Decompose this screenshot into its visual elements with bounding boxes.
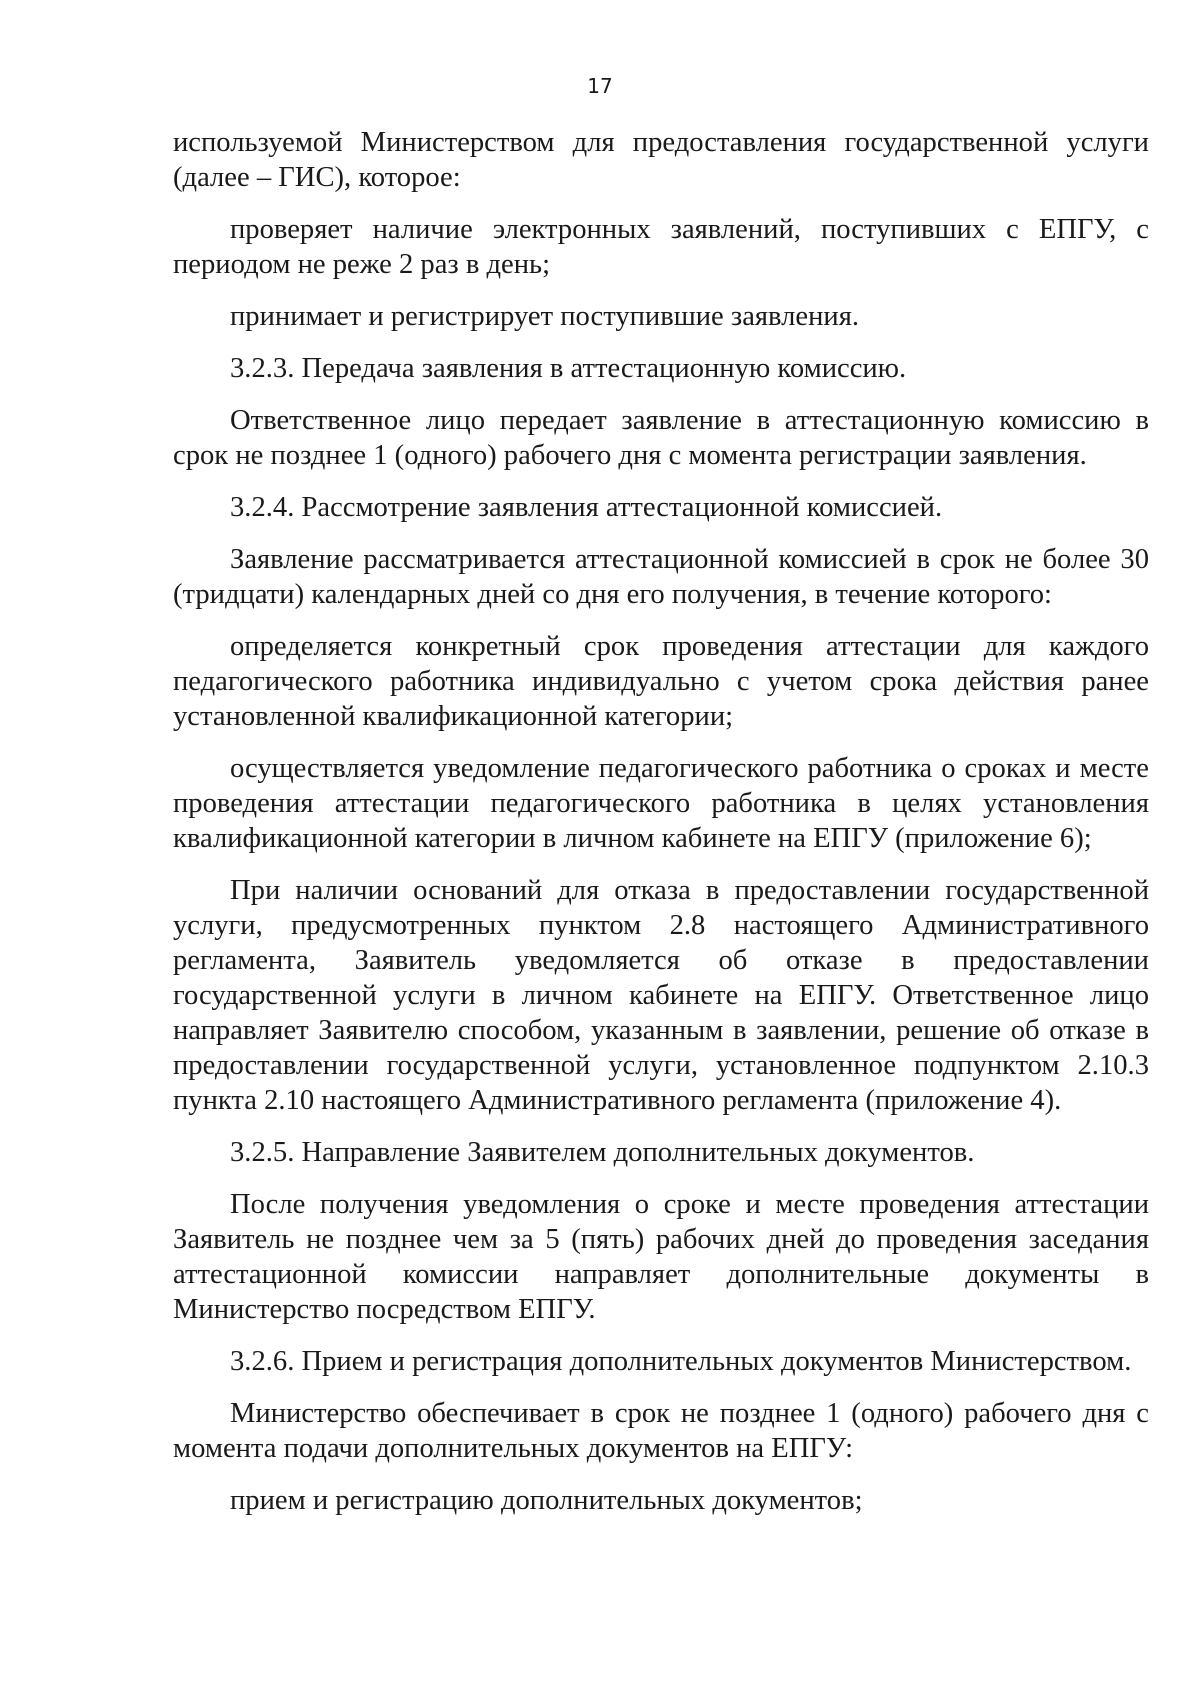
paragraph: проверяет наличие электронных заявлений, поступивших с ЕПГУ, с периодом не реже 2 раз в день; [173, 214, 1149, 280]
paragraph: Министерство обеспечивает в срок не позднее 1 (одного) рабочего дня с момента подачи дополнительных документов на ЕПГУ: [173, 1398, 1149, 1464]
paragraph: Заявление рассматривается аттестационной комиссией в срок не более 30 (тридцати) календарных дней со дня его получения, в течение которого: [173, 544, 1149, 610]
paragraph: При наличии оснований для отказа в предоставлении государственной услуги, предусмотренных пунктом 2.8 настоящего Административного регламента, Заявитель уведомляется об отказе в предоставлении государственной услуги в личном кабинете на ЕПГУ. Ответственное лицо направляет Заявителю способом, указанным в заявлении, решение об отказе в предоставлении государственной услуги, установленное подпунктом 2.10.3 пункта 2.10 настоящего Административного регламента (приложение 4). [173, 875, 1149, 1116]
paragraph: принимает и регистрирует поступившие заявления. [230, 301, 860, 332]
document-body [173, 125, 1149, 1535]
paragraph: Ответственное лицо передает заявление в аттестационную комиссию в срок не позднее 1 (одного) рабочего дня с момента регистрации заявления. [173, 405, 1149, 471]
paragraph: прием и регистрацию дополнительных документов; [230, 1485, 863, 1516]
page-number: 17 [587, 74, 613, 98]
paragraph: определяется конкретный срок проведения аттестации для каждого педагогического работника индивидуально с учетом срока действия ранее установленной квалификационной категории; [173, 631, 1149, 732]
section-heading-3-2-6: 3.2.6. Прием и регистрация дополнительных документов Министерством. [230, 1346, 1132, 1377]
section-heading-3-2-3: 3.2.3. Передача заявления в аттестационную комиссию. [230, 353, 907, 384]
paragraph-continuation: используемой Министерством для предоставления государственной услуги (далее – ГИС), которое: [173, 127, 1149, 193]
paragraph: осуществляется уведомление педагогического работника о сроках и месте проведения аттестации педагогического работника в целях установления квалификационной категории в личном кабинете на ЕПГУ (приложение 6); [173, 753, 1149, 854]
section-heading-3-2-4: 3.2.4. Рассмотрение заявления аттестационной комиссией. [230, 492, 943, 523]
section-heading-3-2-5: 3.2.5. Направление Заявителем дополнительных документов. [230, 1137, 975, 1168]
paragraph: После получения уведомления о сроке и месте проведения аттестации Заявитель не позднее чем за 5 (пять) рабочих дней до проведения заседания аттестационной комиссии направляет дополнительные документы в Министерство посредством ЕПГУ. [173, 1189, 1149, 1325]
